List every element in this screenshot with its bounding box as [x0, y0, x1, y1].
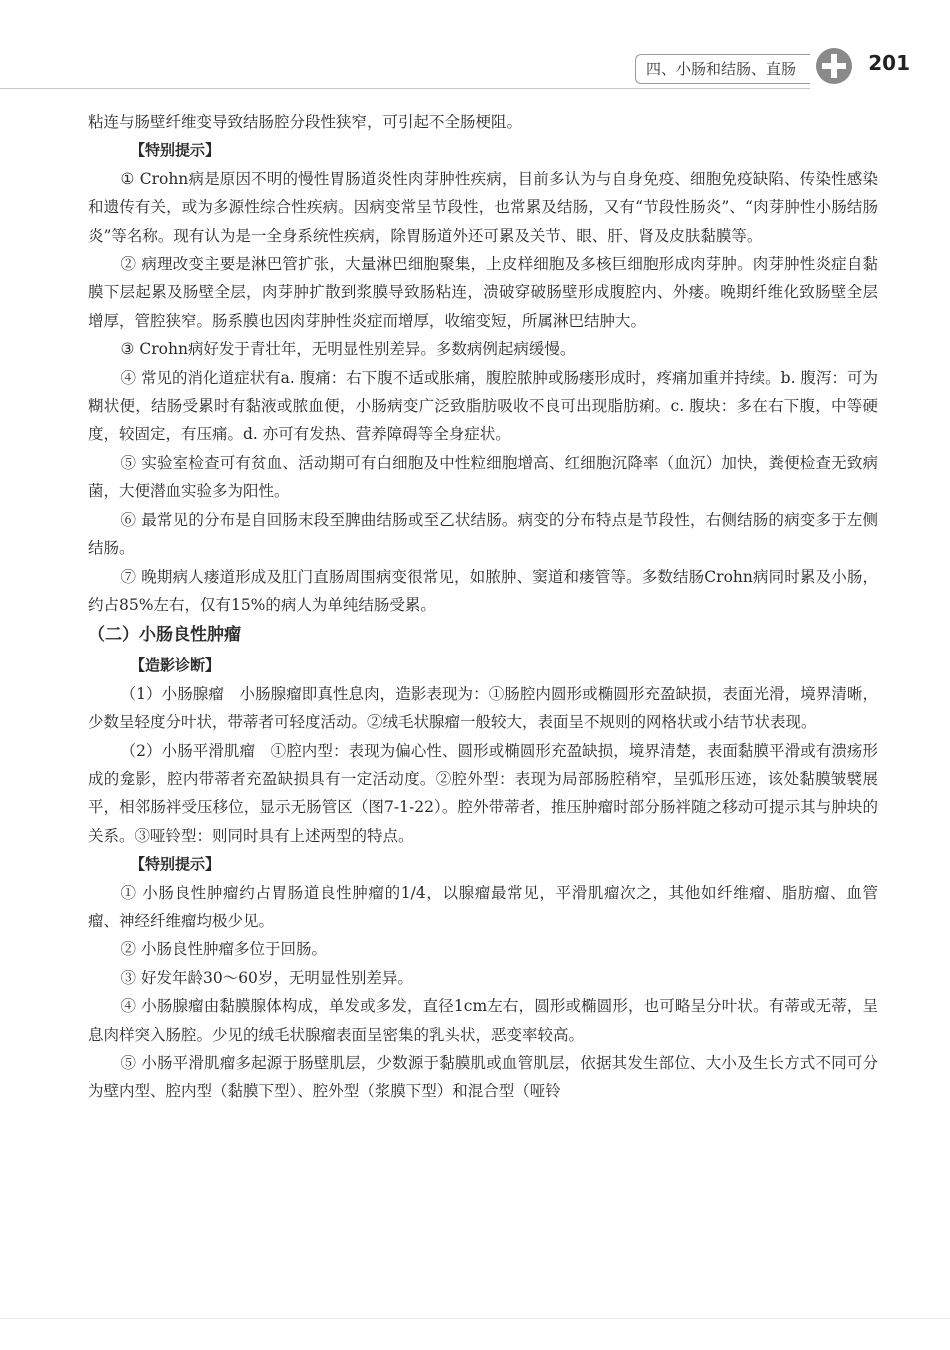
paragraph: ① Crohn病是原因不明的慢性胃肠道炎性肉芽肿性疾病，目前多认为与自身免疫、细胞免疫缺陷、传染性感染和遗传有关，或为多源性综合性疾病。因病变常呈节段性，也常累及结肠，又有“节段性肠炎”、“肉芽肿性小肠结肠炎”等名称。现有认为是一全身系统性疾病，除胃肠道外还可累及关节、眼、肝、肾及皮肤黏膜等。	[88, 169, 878, 245]
special-tip-heading: 【特别提示】	[130, 855, 221, 874]
paragraph: ⑤ 小肠平滑肌瘤多起源于肠壁肌层，少数源于黏膜肌或血管肌层，依据其发生部位、大小及生长方式不同可分为壁内型、腔内型（黏膜下型）、腔外型（浆膜下型）和混合型（哑铃	[88, 1054, 878, 1101]
page-body	[88, 108, 878, 1106]
paragraph: 粘连与肠壁纤维变导致结肠腔分段性狭窄，可引起不全肠梗阻。	[88, 113, 523, 131]
paragraph: ④ 常见的消化道症状有a. 腹痛：右下腹不适或胀痛，腹腔脓肿或肠瘘形成时，疼痛加重并持续。b. 腹泻：可为糊状便，结肠受累时有黏液或脓血便，小肠病变广泛致脂肪吸收不良可出现脂肪痢。c. 腹块：多在右下腹，中等硬度，较固定，有压痛。d. 亦可有发热、营养障碍等全身症状。	[88, 368, 878, 444]
special-tip-heading: 【特别提示】	[130, 141, 221, 160]
paragraph: ② 小肠良性肿瘤多位于回肠。	[120, 940, 327, 959]
paragraph: （2）小肠平滑肌瘤 ①腔内型：表现为偏心性、圆形或椭圆形充盈缺损，境界清楚，表面黏膜平滑或有溃疡形成的龛影，腔内带蒂者充盈缺损具有一定活动度。②腔外型：表现为局部肠腔稍窄，呈弧形压迹，该处黏膜皱襞展平，相邻肠袢受压移位，显示无肠管区（图7-1-22）。腔外带蒂者，推压肿瘤时部分肠袢随之移动可提示其与肿块的关系。③哑铃型：则同时具有上述两型的特点。	[88, 741, 878, 845]
paragraph: ③ 好发年龄30～60岁，无明显性别差异。	[120, 968, 413, 987]
medical-cross-icon	[816, 48, 852, 84]
page-header	[0, 48, 910, 88]
chapter-title: 四、小肠和结肠、直肠	[635, 54, 810, 84]
contrast-diagnosis-heading: 【造影诊断】	[130, 656, 221, 675]
header-rule	[0, 88, 810, 89]
paragraph: ④ 小肠腺瘤由黏膜腺体构成，单发或多发，直径1cm左右，圆形或椭圆形，也可略呈分叶状。有蒂或无蒂，呈息肉样突入肠腔。少见的绒毛状腺瘤表面呈密集的乳头状，恶变率较高。	[88, 997, 878, 1044]
paragraph: ⑦ 晚期病人瘘道形成及肛门直肠周围病变很常见，如脓肿、窦道和瘘管等。多数结肠Crohn病同时累及小肠，约占85%左右，仅有15%的病人为单纯结肠受累。	[88, 567, 878, 614]
paragraph: ② 病理改变主要是淋巴管扩张，大量淋巴细胞聚集，上皮样细胞及多核巨细胞形成肉芽肿。肉芽肿性炎症自黏膜下层起累及肠壁全层，肉芽肿扩散到浆膜导致肠粘连，溃破穿破肠壁形成腹腔内、外瘘。晚期纤维化致肠壁全层增厚，管腔狭窄。肠系膜也因肉芽肿性炎症而增厚，收缩变短，所属淋巴结肿大。	[88, 255, 878, 330]
paragraph: （1）小肠腺瘤 小肠腺瘤即真性息肉，造影表现为：①肠腔内圆形或椭圆形充盈缺损，表面光滑，境界清晰，少数呈轻度分叶状，带蒂者可轻度活动。②绒毛状腺瘤一般较大，表面呈不规则的网格状或小结节状表现。	[88, 684, 878, 732]
paragraph: ⑥ 最常见的分布是自回肠末段至脾曲结肠或至乙状结肠。病变的分布特点是节段性，右侧结肠的病变多于左侧结肠。	[88, 510, 878, 558]
paragraph: ③ Crohn病好发于青壮年，无明显性别差异。多数病例起病缓慢。	[120, 340, 576, 359]
page-bottom-edge	[0, 1318, 950, 1319]
paragraph: ⑤ 实验室检查可有贫血、活动期可有白细胞及中性粒细胞增高、红细胞沉降率（血沉）加快，粪便检查无致病菌，大便潜血实验多为阳性。	[88, 453, 878, 501]
paragraph: ① 小肠良性肿瘤约占胃肠道良性肿瘤的1/4，以腺瘤最常见，平滑肌瘤次之，其他如纤维瘤、脂肪瘤、血管瘤、神经纤维瘤均极少见。	[88, 883, 878, 930]
section-heading: （二）小肠良性肿瘤	[88, 625, 241, 646]
page-number: 201	[868, 51, 910, 75]
